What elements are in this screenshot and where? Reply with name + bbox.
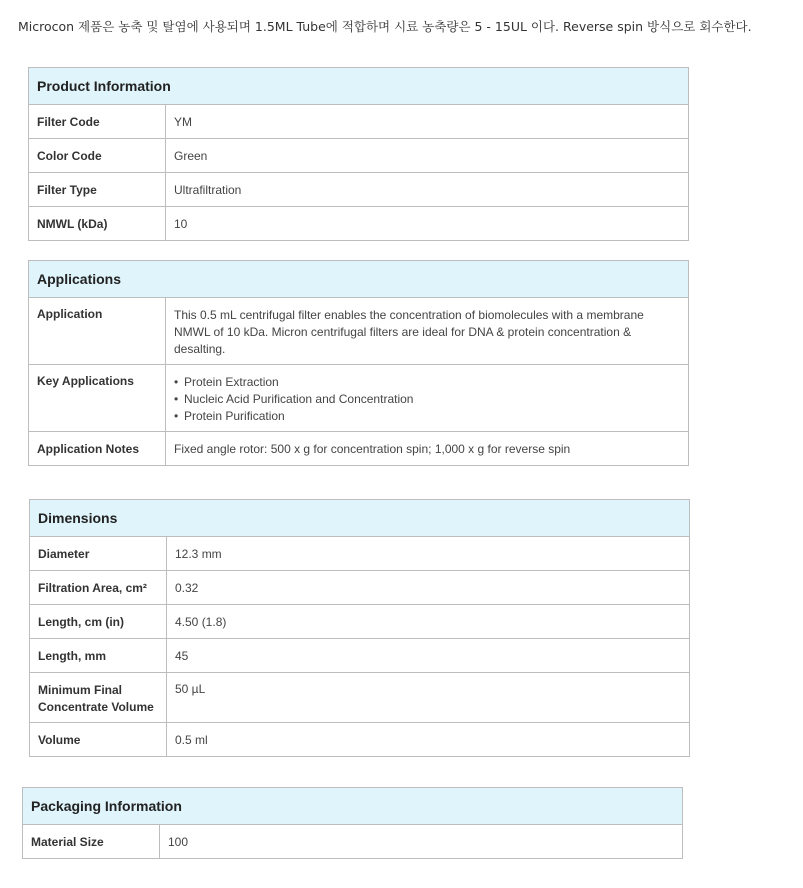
application-notes-label: Application Notes: [29, 432, 166, 466]
packaging-table: [22, 787, 683, 859]
key-applications-list-cell: [166, 365, 689, 432]
table-row: [29, 105, 689, 139]
row-value: 10: [166, 207, 689, 241]
table-row: [30, 537, 690, 571]
row-label: Filter Code: [29, 105, 166, 139]
row-value: YM: [166, 105, 689, 139]
row-value: 45: [167, 639, 690, 673]
key-applications-label: Key Applications: [29, 365, 166, 432]
row-value: Ultrafiltration: [166, 173, 689, 207]
table-row: [30, 605, 690, 639]
application-notes-text: Fixed angle rotor: 500 x g for concentration spin; 1,000 x g for reverse spin: [166, 432, 689, 466]
applications-table: [28, 260, 689, 466]
table-row: [29, 139, 689, 173]
table-row: [29, 432, 689, 466]
row-value: 100: [160, 825, 683, 859]
row-value: 4.50 (1.8): [167, 605, 690, 639]
table-row: [30, 723, 690, 757]
row-label: Material Size: [23, 825, 160, 859]
row-label: Length, cm (in): [30, 605, 167, 639]
table-row: [30, 571, 690, 605]
row-label: Diameter: [30, 537, 167, 571]
list-item: • Protein Purification: [174, 408, 680, 425]
row-label: Length, mm: [30, 639, 167, 673]
application-label: Application: [29, 298, 166, 365]
product-info-title: Product Information: [29, 68, 689, 105]
row-label: Color Code: [29, 139, 166, 173]
product-info-table: [28, 67, 689, 241]
table-row: [29, 365, 689, 432]
table-row: [23, 825, 683, 859]
packaging-title: Packaging Information: [23, 788, 683, 825]
table-row: [29, 173, 689, 207]
row-value: 50 µL: [167, 673, 690, 723]
application-text: This 0.5 mL centrifugal filter enables the concentration of biomolecules with a membrane NMWL of 10 kDa. Micron centrifugal filters are ideal for DNA & protein concentration & desalting.: [166, 298, 689, 365]
row-label: Filter Type: [29, 173, 166, 207]
key-applications-list: [174, 374, 680, 425]
applications-title: Applications: [29, 261, 689, 298]
row-value: 0.5 ml: [167, 723, 690, 757]
table-row: [30, 639, 690, 673]
row-value: Green: [166, 139, 689, 173]
row-label: Minimum Final Concentrate Volume: [30, 673, 167, 723]
row-value: 12.3 mm: [167, 537, 690, 571]
dimensions-title: Dimensions: [30, 500, 690, 537]
row-label: Volume: [30, 723, 167, 757]
table-row: [29, 207, 689, 241]
list-item: • Nucleic Acid Purification and Concentration: [174, 391, 680, 408]
row-value: 0.32: [167, 571, 690, 605]
row-label: NMWL (kDa): [29, 207, 166, 241]
list-item: • Protein Extraction: [174, 374, 680, 391]
table-row: [30, 673, 690, 723]
row-label: Filtration Area, cm²: [30, 571, 167, 605]
dimensions-table: [29, 499, 690, 757]
intro-text: Microcon 제품은 농축 및 탈염에 사용되며 1.5ML Tube에 적합하며 시료 농축량은 5 - 15UL 이다. Reverse spin 방식으로 회수한다.: [18, 19, 752, 34]
table-row: [29, 298, 689, 365]
